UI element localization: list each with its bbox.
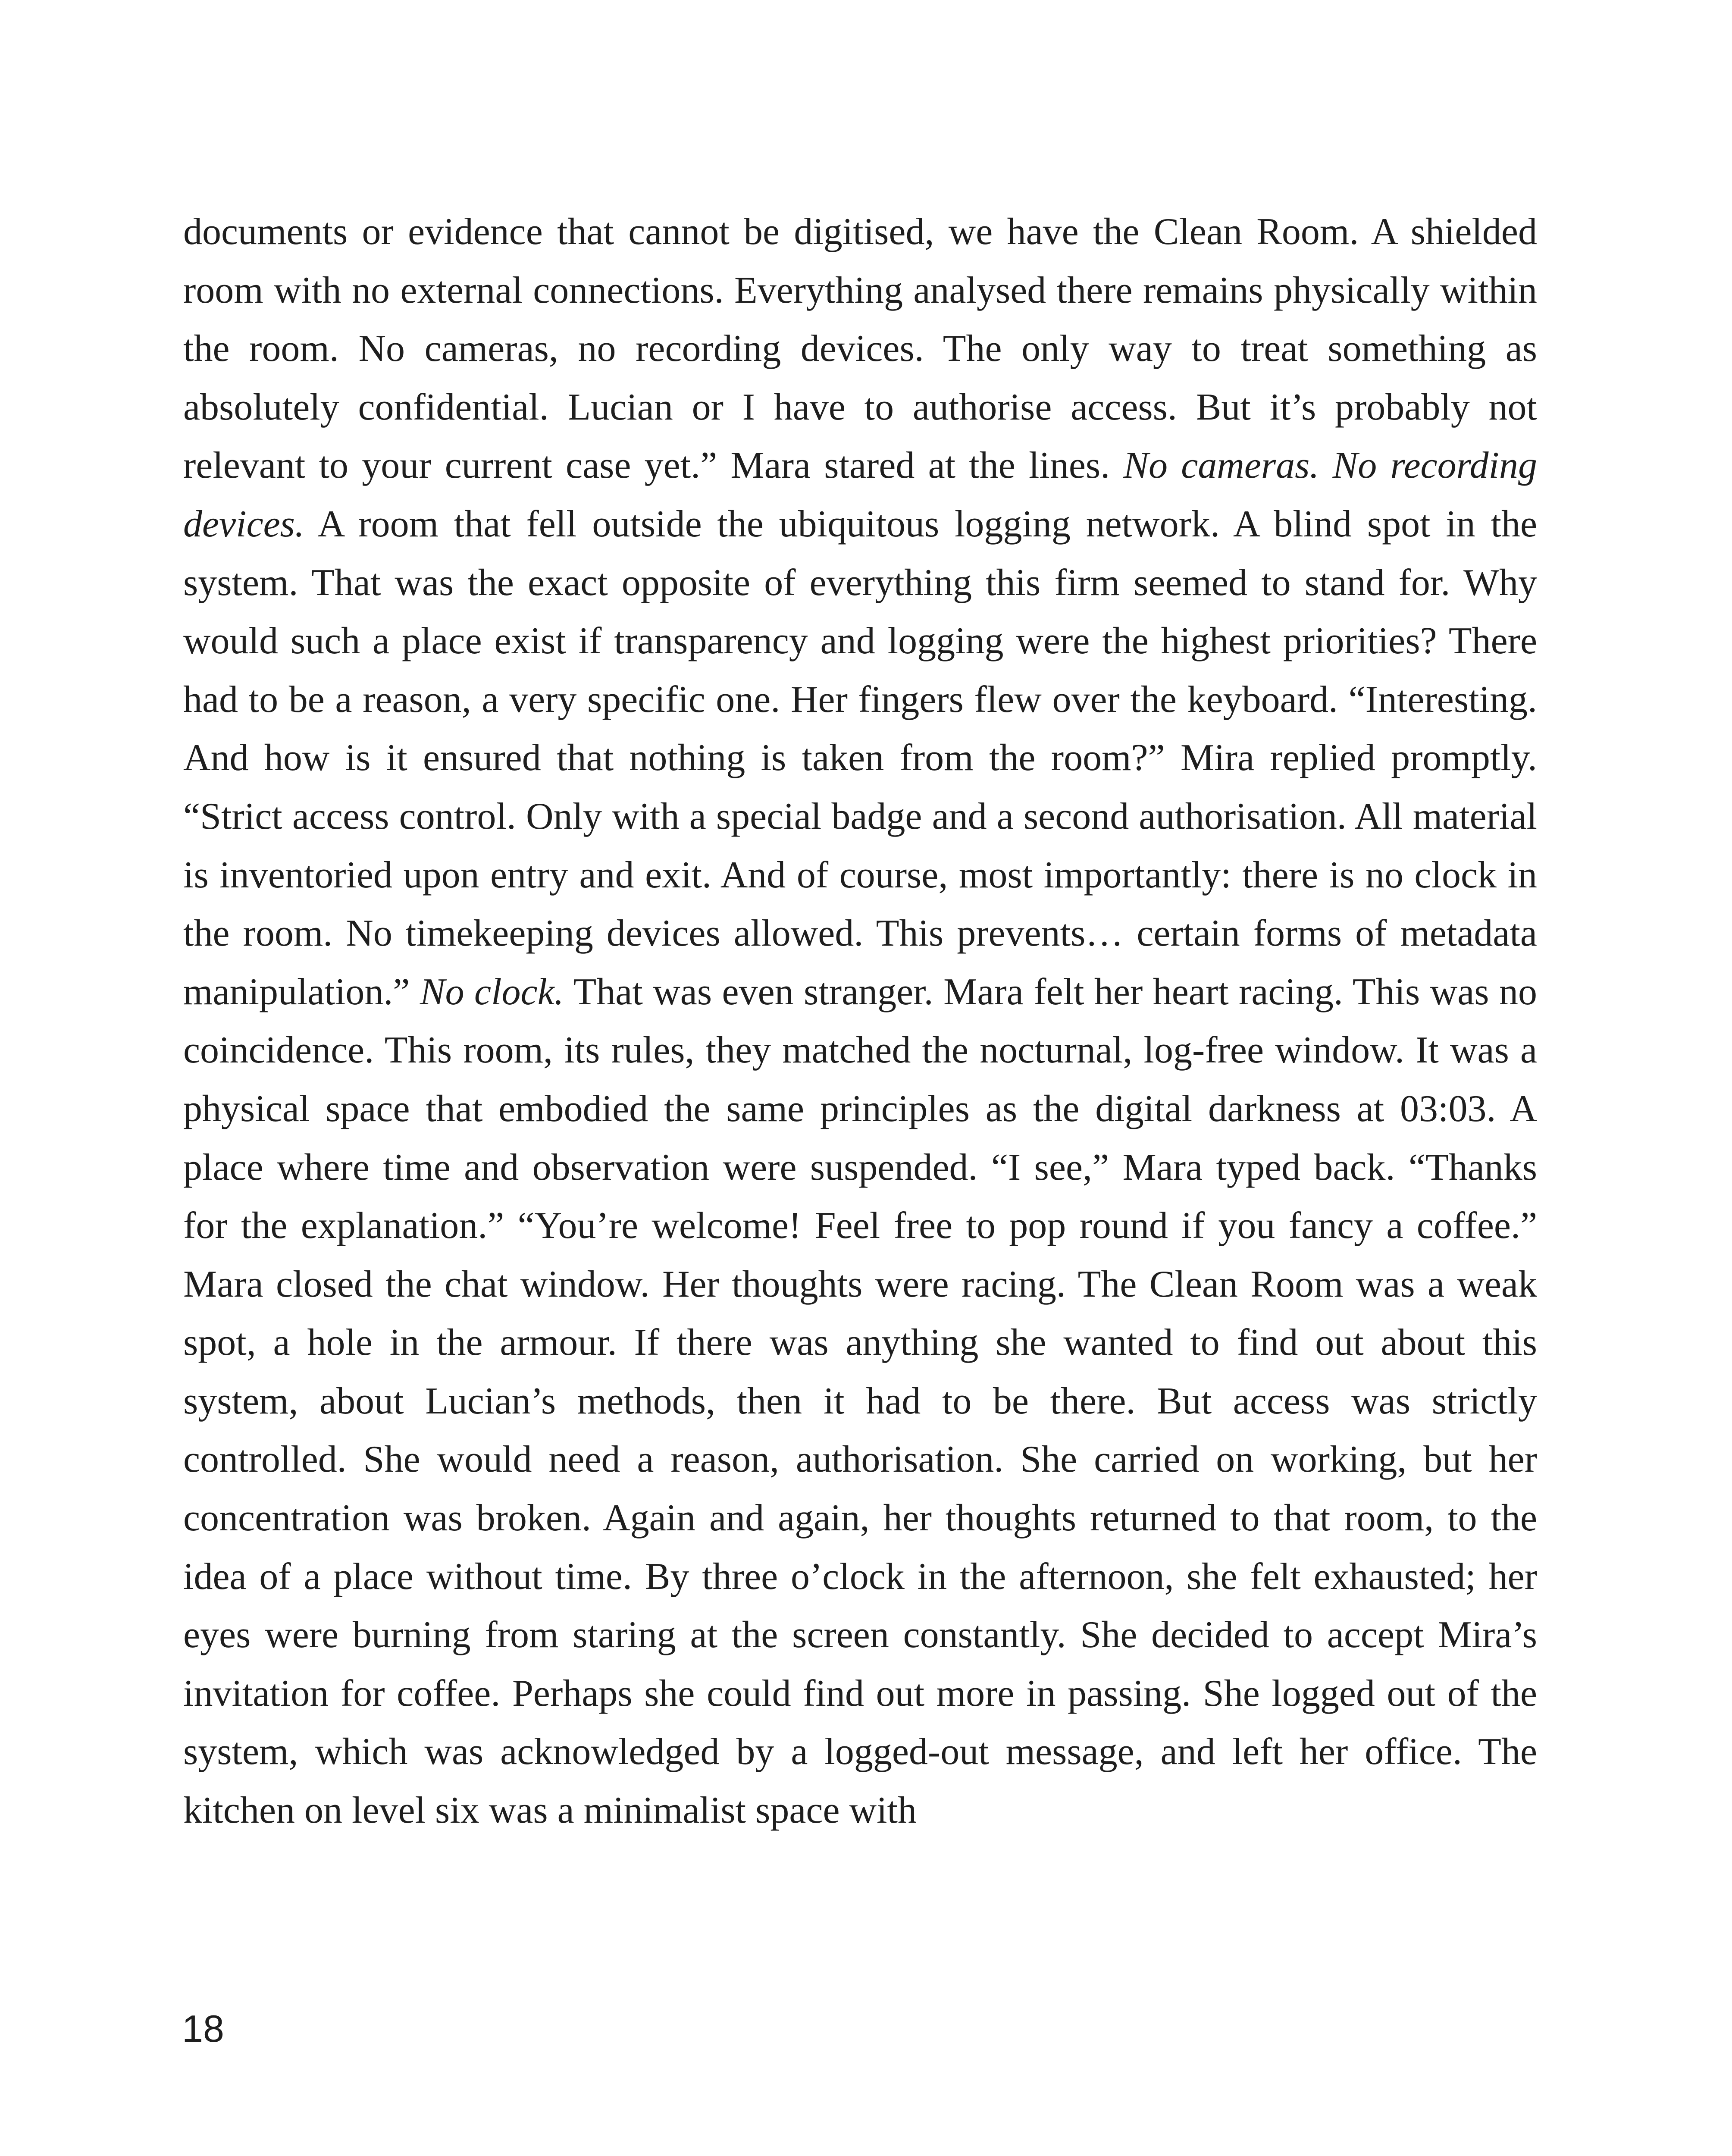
- body-text-segment-3: That was even stranger. Mara felt her heart racing. This was no coincidence. This room, its rules, they matched the nocturnal, log-free window. It was a physical space that embodied the same principles as the digital darkness at 03:03. A place where time and observation were suspended. “I see,” Mara typed back. “Thanks for the explanation.” “You’re welcome! Feel free to pop round if you fancy a coffee.” Mara closed the chat window. Her thoughts were racing. The Clean Room was a weak spot, a hole in the armour. If there was anything she wanted to find out about this system, about Lucian’s methods, then it had to be there. But access was strictly controlled. She would need a reason, authorisation. She carried on working, but her concentration was broken. Again and again, her thoughts returned to that room, to the idea of a place without time. By three o’clock in the afternoon, she felt exhausted; her eyes were burning from staring at the screen constantly. She decided to accept Mira’s invitation for coffee. Perhaps she could find out more in passing. She logged out of the system, which was acknowledged by a logged-out message, and left her office. The kitchen on level six was a minimalist space with: [183, 971, 1537, 1832]
- body-text-segment-1: documents or evidence that cannot be digitised, we have the Clean Room. A shielded room with no external connections. Everything analysed there remains physically within the room. No cameras, no recording devices. The only way to treat something as absolutely confidential. Lucian or I have to authorise access. But it’s probably not relevant to your current case yet.” Mara stared at the lines.: [183, 211, 1537, 487]
- body-paragraph: [183, 203, 1537, 1840]
- page-number: 18: [182, 2007, 224, 2050]
- italic-phrase-no-cameras: No cameras. No recording devices.: [183, 445, 1537, 545]
- body-text-segment-2: A room that fell outside the ubiquitous logging network. A blind spot in the system. That was the exact opposite of everything this firm seemed to stand for. Why would such a place exist if transparency and logging were the highest priorities? There had to be a reason, a very specific one. Her fingers flew over the keyboard. “Interesting. And how is it ensured that nothing is taken from the room?” Mira replied promptly. “Strict access control. Only with a special badge and a second authorisation. All material is inventoried upon entry and exit. And of course, most importantly: there is no clock in the room. No timekeeping devices allowed. This prevents… certain forms of metadata manipulation.”: [183, 503, 1537, 1013]
- italic-phrase-no-clock: No clock.: [420, 971, 564, 1013]
